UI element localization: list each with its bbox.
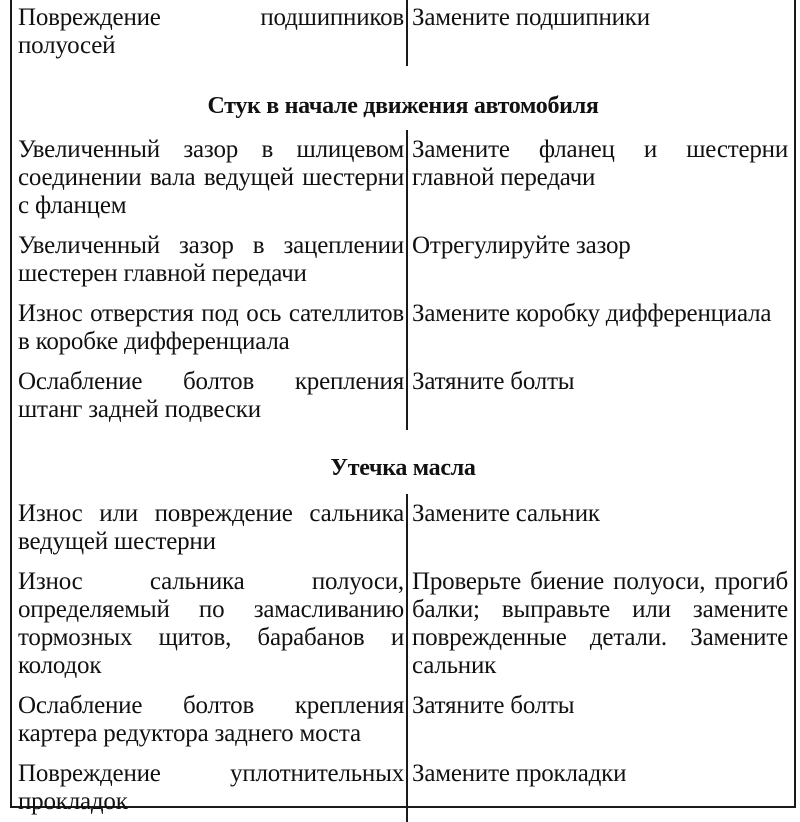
cause-cell: Увеличенный зазор в зацеплении шестерен главной передачи: [18, 232, 404, 287]
remedy-cell: Замените подшипники: [406, 0, 794, 66]
table-row: [12, 494, 794, 562]
section-header-knock: Стук в начале движения автомобиля: [207, 93, 599, 119]
table-row: [12, 226, 794, 294]
remedy-cell: Затяните болты: [406, 686, 794, 754]
section-header-oil-leak: Утечка масла: [330, 455, 476, 481]
troubleshooting-table: [12, 0, 794, 822]
remedy-cell: Затяните болты: [406, 362, 794, 430]
cause-cell: Увеличенный зазор в шлицевом соединении вала ведущей шестерни с фланцем: [18, 136, 404, 219]
remedy-cell: Отрегулируйте зазор: [406, 226, 794, 294]
table-row: [12, 754, 794, 822]
table-row: [12, 562, 794, 686]
remedy-cell: Замените фланец и шестерни главной передачи: [406, 130, 794, 226]
remedy-cell: Замените коробку дифференциала: [406, 294, 794, 362]
table-row: [12, 686, 794, 754]
table-row: [12, 130, 794, 226]
cause-cell: Износ отверстия под ось сателлитов в коробке дифференциала: [18, 300, 404, 355]
remedy-cell: Проверьте биение полуоси, прогиб балки; выправьте или замените поврежденные детали. Замените сальник: [406, 562, 794, 686]
cause-cell: Повреждение подшипников полуосей: [18, 4, 404, 59]
cause-cell: Ослабление болтов крепления штанг задней подвески: [18, 368, 404, 423]
cause-cell: Износ сальника полуоси, определяемый по замасливанию тормозных щитов, барабанов и колодок: [18, 568, 404, 679]
cause-cell: Ослабление болтов крепления картера редуктора заднего моста: [18, 692, 404, 747]
remedy-cell: Замените прокладки: [406, 754, 794, 822]
remedy-cell: Замените сальник: [406, 494, 794, 562]
cause-cell: Износ или повреждение сальника ведущей шестерни: [18, 500, 404, 555]
table-row: [12, 294, 794, 362]
cause-cell: Повреждение уплотнительных прокладок: [18, 760, 404, 815]
document-page: [10, 0, 796, 815]
table-row: [12, 0, 794, 66]
table-row: [12, 362, 794, 430]
